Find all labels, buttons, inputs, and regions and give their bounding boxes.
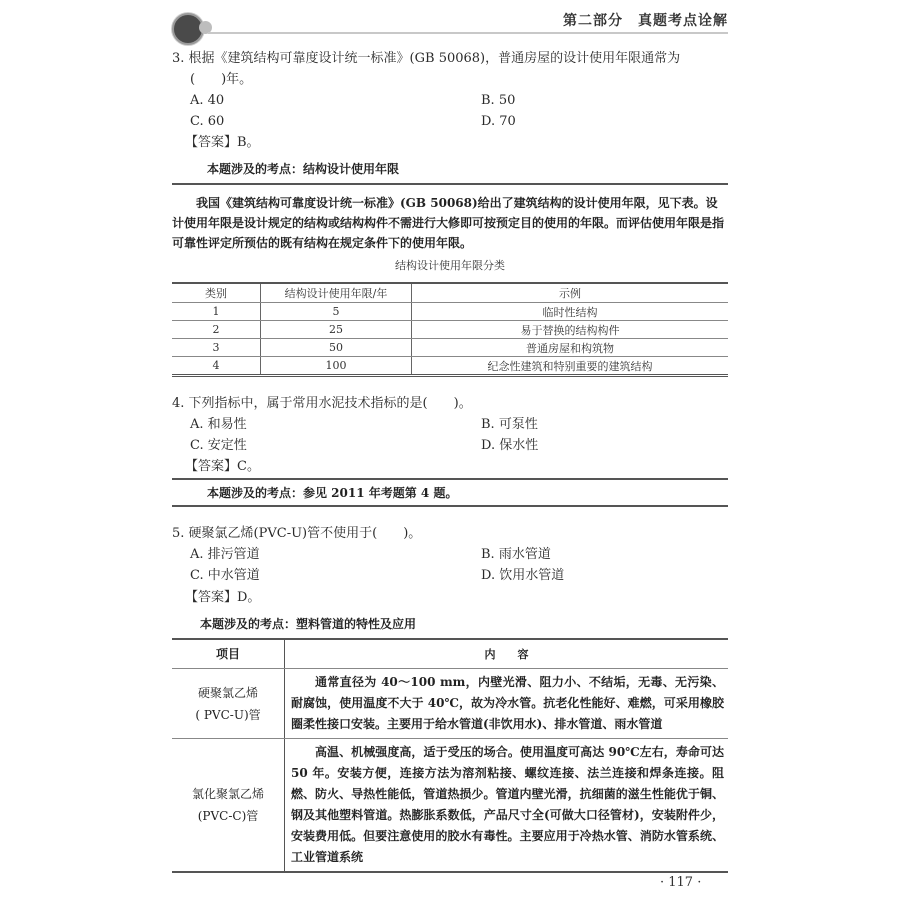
item-name: 氯化聚氯乙烯 [191,787,264,801]
option-b: B. 可泵性 [481,417,538,432]
question-text: 下列指标中，属于常用水泥技术指标的是( )。 [188,396,472,411]
column-header: 结构设计使用年限/年 [261,283,412,303]
header-rule [208,32,728,34]
item-code: (PVC-C)管 [197,809,259,823]
answer: 【答案】B。 [185,135,260,150]
column-header: 类别 [172,283,261,303]
column-header: 项目 [172,639,285,669]
option-c: C. 安定性 [190,438,247,453]
table-row [172,357,728,376]
table-row [172,669,728,739]
question-number: 5. [172,526,185,541]
option-d: D. 保水性 [481,438,539,453]
table-row [172,321,728,339]
table-cell: 易于替换的结构构件 [412,321,729,339]
explanation-paragraph: 我国《建筑结构可靠度设计统一标准》(GB 50068)给出了建筑结构的设计使用年限，见下表。设计使用年限是设计规定的结构或结构构件不需进行大修即可按预定目的使用的年限。而评估使用年限是指可靠性评定所预估的既有结构在规定条件下的使用年限。 [172,196,725,250]
table-caption: 结构设计使用年限分类 [395,259,505,272]
table-cell: 2 [172,321,261,339]
table-cell-item [172,669,285,739]
question-text: 硬聚氯乙烯(PVC-U)管不使用于( )。 [188,526,422,541]
question-3-stem [172,48,680,69]
option-c: C. 60 [190,114,225,129]
table-cell-content: 高温、机械强度高，适于受压的场合。使用温度可高达 90℃左右，寿命可达 50 年。安装方便，连接方法为溶剂粘接、螺纹连接、法兰连接和焊条连接。阻燃、防火、导热性能低，管道热损少。管道内壁光滑，抗细菌的滋生性能优于铜、钢及其他塑料管道。热膨胀系数低，产品尺寸全(可做大口径管材)，安装附件少，安装费用低。但要注意使用的胶水有毒性。主要应用于冷热水管、消防水管系统、工业管道系统 [285,739,729,873]
question-3-stem-cont: ( )年。 [190,72,253,87]
kaodian-heading: 本题涉及的考点：参见 2011 年考题第 4 题。 [207,486,458,500]
table-cell-item [172,739,285,873]
kaodian-heading: 本题涉及的考点：结构设计使用年限 [207,162,400,176]
table-cell: 5 [261,303,412,321]
question-4-stem [172,393,472,414]
section-title: 第二部分 真题考点诠解 [563,13,728,29]
table-cell: 3 [172,339,261,357]
option-a: A. 排污管道 [190,547,260,562]
question-5-stem [172,523,421,544]
answer: 【答案】C。 [185,459,260,474]
column-header: 示例 [412,283,729,303]
divider [172,505,728,507]
option-c: C. 中水管道 [190,568,260,583]
divider [172,478,728,480]
question-number: 4. [172,396,185,411]
table-row [172,339,728,357]
page-number: · 117 · [660,875,702,890]
option-a: A. 和易性 [190,417,247,432]
table-row [172,303,728,321]
kaodian-heading: 本题涉及的考点：塑料管道的特性及应用 [200,617,417,631]
option-d: D. 饮用水管道 [481,568,565,583]
table-cell-content: 通常直径为 40～100 mm，内壁光滑、阻力小、不结垢，无毒、无污染、耐腐蚀，使用温度不大于 40℃，故为冷水管。抗老化性能好、难燃，可采用橡胶圈柔性接口安装。主要用于给水管道(非饮用水)、排水管道、雨水管道 [285,669,729,739]
question-text: 根据《建筑结构可靠度设计统一标准》(GB 50068)，普通房屋的设计使用年限通常为 [188,51,681,66]
table-cell: 100 [261,357,412,376]
plastic-pipe-table [172,638,728,873]
table-cell: 普通房屋和构筑物 [412,339,729,357]
table-cell: 纪念性建筑和特别重要的建筑结构 [412,357,729,376]
item-code: ( PVC-U)管 [195,707,261,722]
column-header: 内 容 [285,639,729,669]
table-cell: 50 [261,339,412,357]
option-b: B. 50 [481,93,516,108]
table-cell: 1 [172,303,261,321]
table-cell: 25 [261,321,412,339]
service-life-table [172,282,728,377]
answer: 【答案】D。 [185,590,261,605]
table-cell: 临时性结构 [412,303,729,321]
table-row [172,739,728,873]
option-a: A. 40 [190,93,225,108]
item-name: 硬聚氯乙烯 [197,685,258,700]
table-header-row [172,639,728,669]
option-d: D. 70 [481,114,516,129]
table-header-row [172,283,728,303]
divider [172,183,728,185]
option-b: B. 雨水管道 [481,547,551,562]
table-cell: 4 [172,357,261,376]
question-number: 3. [172,51,185,66]
